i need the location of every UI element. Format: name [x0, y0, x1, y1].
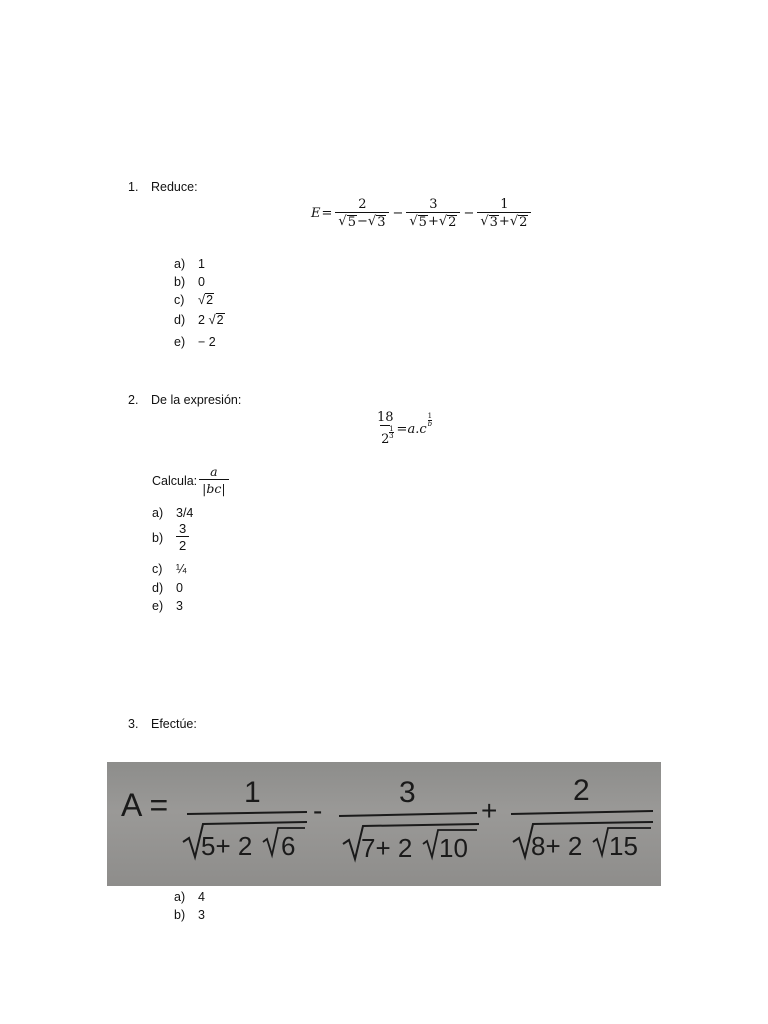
sqrt-icon: √ [480, 214, 489, 229]
option-letter: d) [152, 581, 164, 595]
operator: - [313, 795, 323, 826]
radicand: 5+ 2 [201, 831, 253, 861]
option-e [152, 599, 183, 613]
option-value: 0 [198, 275, 205, 289]
operator: − [356, 214, 368, 229]
option-a [174, 890, 205, 904]
option-value: 3 [176, 599, 183, 613]
sqrt-icon: √ [208, 312, 216, 327]
sqrt-icon: √ [409, 214, 418, 229]
option-d [174, 313, 225, 327]
question-2-heading [128, 393, 241, 407]
radicand: 6 [281, 831, 296, 861]
fraction-main [376, 411, 395, 447]
option-e [174, 335, 216, 349]
fraction-numerator: 3 [179, 521, 187, 536]
question-number: 2. [128, 393, 139, 407]
exponent-denominator: b [427, 419, 433, 428]
fraction-numerator: 2 [358, 197, 367, 212]
fraction-1 [335, 198, 389, 229]
exponent-numerator: 1 [427, 411, 433, 420]
option-c [152, 562, 186, 576]
radicand: 5 [418, 215, 427, 230]
question-number: 1. [128, 180, 139, 194]
operator: − [392, 206, 404, 221]
option-letter: e) [174, 335, 186, 349]
option-letter: d) [174, 313, 186, 327]
calcula-fraction [199, 465, 228, 496]
fraction-denominator [335, 212, 389, 229]
radicand: 2 [448, 215, 457, 230]
option-value: 1 [198, 257, 205, 271]
option-letter: b) [152, 530, 164, 545]
fraction-numerator: 3 [429, 197, 438, 212]
operator: + [481, 795, 498, 826]
sqrt-icon: √ [338, 214, 347, 229]
operator: + [498, 214, 510, 229]
sqrt-icon: √ [438, 214, 448, 229]
calcula-label: Calcula: [152, 473, 198, 488]
fraction-denominator [406, 212, 460, 229]
eq-equals: = [321, 206, 333, 221]
option-letter: a) [174, 257, 186, 271]
fraction-numerator: 2 [573, 774, 590, 807]
fraction-denominator: 2 [176, 536, 189, 553]
radicand: 8+ 2 [531, 831, 583, 861]
option-b [152, 522, 189, 553]
fraction-denominator: |bc| [199, 479, 228, 496]
option-value: − 2 [198, 335, 216, 349]
eq-lhs: E [311, 206, 321, 221]
eq-rhs: =a.c [396, 421, 427, 437]
fraction-bar [187, 812, 307, 814]
question-title: De la expresión: [151, 393, 242, 407]
option-a [174, 257, 205, 271]
power-base: 2 [381, 432, 390, 447]
exponent-fraction [428, 413, 432, 428]
exponent-numerator: 1 [389, 425, 394, 433]
radicand: 15 [609, 831, 638, 861]
fraction-3 [477, 198, 531, 229]
radicand: 5 [347, 215, 356, 230]
option-letter: c) [152, 562, 163, 576]
option-value: 2 [206, 293, 214, 307]
option-value: 0 [176, 581, 183, 595]
equation-photo [107, 762, 661, 886]
eq-lhs: A = [121, 787, 169, 823]
fraction-2 [406, 198, 460, 229]
power-exponent [389, 426, 393, 439]
radicand: 10 [439, 833, 468, 863]
sqrt-icon: √ [198, 292, 206, 307]
equation-photo-drawing [107, 762, 661, 886]
fraction-numerator: a [210, 464, 218, 479]
option-letter: c) [174, 293, 185, 307]
question-2-equation [376, 410, 432, 447]
option-b [174, 908, 205, 922]
question-3-heading [128, 717, 197, 731]
option-value: 3/4 [176, 506, 194, 520]
calcula-line [152, 465, 231, 496]
option-letter: a) [152, 506, 164, 520]
fraction-denominator [380, 425, 394, 447]
sqrt-icon: √ [367, 214, 377, 229]
fraction-numerator: 18 [377, 410, 394, 425]
option-letter: e) [152, 599, 164, 613]
option-a [152, 506, 193, 520]
sqrt-expression [208, 313, 224, 327]
option-d [152, 581, 183, 595]
option-c [174, 293, 214, 307]
sqrt-expression [198, 293, 214, 307]
fraction-numerator: 1 [244, 776, 261, 809]
question-1-equation [311, 198, 533, 229]
radicand: 3 [377, 215, 386, 230]
option-value: 3 [198, 908, 205, 922]
question-title: Efectúe: [151, 717, 197, 731]
operator: + [427, 214, 439, 229]
option-coefficient: 2 [198, 313, 205, 327]
option-letter: b) [174, 275, 186, 289]
option-value: 2 [216, 313, 224, 327]
radicand: 3 [489, 215, 498, 230]
radicand: 7+ 2 [361, 833, 413, 863]
fraction-denominator [477, 212, 531, 229]
fraction-bar [339, 813, 477, 816]
operator: − [463, 206, 475, 221]
exponent-denominator: 3 [389, 432, 394, 440]
option-value: 4 [198, 890, 205, 904]
sqrt-icon: √ [509, 214, 519, 229]
option-b [174, 275, 205, 289]
radicand: 2 [519, 215, 528, 230]
option-letter: b) [174, 908, 186, 922]
fraction-numerator: 1 [500, 197, 509, 212]
option-value: ¼ [176, 562, 187, 576]
fraction-numerator: 3 [399, 776, 416, 809]
option-letter: a) [174, 890, 186, 904]
option-fraction [176, 522, 189, 553]
question-title: Reduce: [151, 180, 198, 194]
question-1-heading [128, 180, 198, 194]
question-number: 3. [128, 717, 139, 731]
fraction-bar [511, 811, 653, 814]
